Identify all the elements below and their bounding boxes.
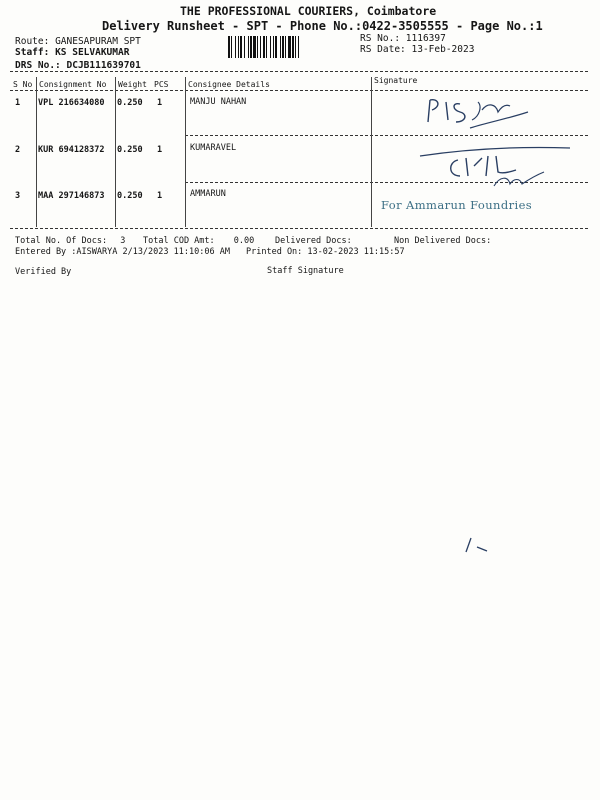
header-bottom-rule [10, 90, 588, 91]
staff-label: Staff: [15, 47, 50, 58]
table-cell-consignee: KUMARAVEL [190, 143, 237, 153]
total-docs-value: 3 [120, 236, 126, 246]
total-cod [143, 236, 254, 246]
company-stamp: For Ammarun Foundries [381, 198, 533, 212]
total-docs-label: Total No. Of Docs: [15, 236, 108, 246]
col-header-sno: S No [13, 80, 33, 89]
rs-date-value: 13-Feb-2023 [411, 44, 475, 55]
total-docs [15, 236, 125, 246]
cod-value: 0.00 [233, 236, 255, 246]
column-divider [36, 77, 37, 227]
table-cell-consignment: MAA 297146873 [38, 191, 105, 201]
entered-by: Entered By :AISWARYA 2/13/2023 11:10:06 AM [15, 247, 230, 257]
table-cell-sno: 3 [15, 191, 21, 201]
rs-no-label: RS No.: [360, 33, 401, 44]
staff-signature-label: Staff Signature [267, 266, 344, 276]
delivered-docs-label: Delivered Docs: [275, 236, 352, 246]
table-cell-pcs: 1 [157, 98, 163, 108]
col-header-weight: Weight [118, 80, 147, 89]
route-label: Route: [15, 36, 50, 47]
table-cell-consignee: MANJU NAHAN [190, 97, 247, 107]
table-cell-pcs: 1 [157, 145, 163, 155]
staff-info [15, 47, 129, 58]
rs-date-label: RS Date: [360, 44, 406, 55]
table-cell-sno: 2 [15, 145, 21, 155]
col-header-signature: Signature [374, 76, 418, 85]
non-delivered-docs-label: Non Delivered Docs: [394, 236, 492, 246]
table-top-rule [10, 71, 588, 72]
drs-value: DCJB111639701 [66, 60, 141, 71]
column-divider [371, 77, 372, 227]
drs-label: DRS No.: [15, 60, 61, 71]
table-cell-weight: 0.250 [117, 145, 143, 155]
verified-by-label: Verified By [15, 267, 72, 277]
col-header-consignee: Consignee Details [188, 80, 270, 89]
printed-on: Printed On: 13-02-2023 11:15:57 [246, 247, 405, 257]
signature-scribble-3 [490, 166, 550, 194]
table-cell-consignee: AMMARUN [190, 189, 226, 199]
cod-label: Total COD Amt: [143, 236, 215, 246]
staff-value: KS SELVAKUMAR [55, 47, 130, 58]
col-header-pcs: PCS [154, 80, 169, 89]
rs-number-info [360, 33, 446, 44]
barcode-icon [228, 36, 354, 58]
column-divider [185, 77, 186, 227]
table-cell-weight: 0.250 [117, 191, 143, 201]
route-info [15, 36, 141, 47]
table-cell-consignment: KUR 694128372 [38, 145, 105, 155]
table-cell-pcs: 1 [157, 191, 163, 201]
route-value: GANESAPURAM SPT [55, 36, 141, 47]
drs-info [15, 60, 141, 71]
table-bottom-rule [10, 228, 588, 229]
rs-date-info [360, 44, 474, 55]
signature-scribble-1 [420, 92, 530, 137]
company-title: THE PROFESSIONAL COURIERS, Coimbatore [180, 4, 437, 18]
runsheet-title: Delivery Runsheet - SPT - Phone No.:0422-3505555 - Page No.:1 [102, 19, 543, 33]
table-cell-sno: 1 [15, 98, 21, 108]
pen-mark [463, 535, 493, 555]
col-header-consignment: Consignment No [39, 80, 107, 89]
table-cell-consignment: VPL 216634080 [38, 98, 105, 108]
column-divider [115, 77, 116, 227]
table-cell-weight: 0.250 [117, 98, 143, 108]
rs-no-value: 1116397 [405, 33, 446, 44]
